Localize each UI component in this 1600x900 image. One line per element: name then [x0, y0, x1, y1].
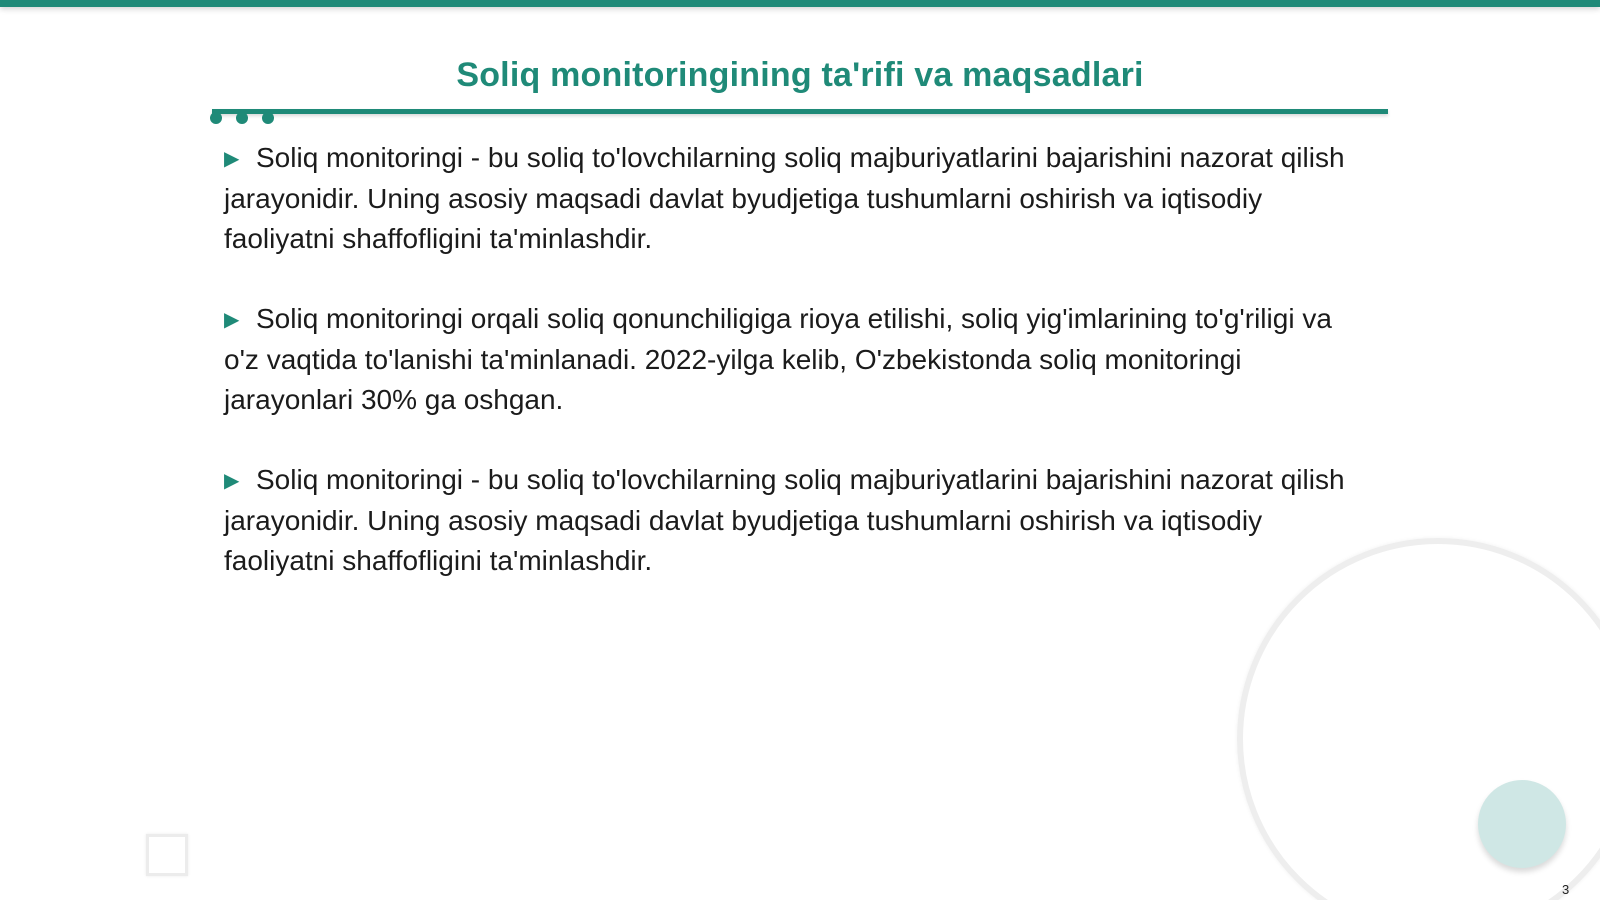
bullet-paragraph [224, 460, 1354, 581]
triangle-bullet-icon: ▶ [224, 470, 240, 492]
triangle-bullet-icon: ▶ [224, 148, 240, 170]
top-accent-bar [0, 0, 1600, 7]
bullet-text: Soliq monitoringi - bu soliq to'lovchilarning soliq majburiyatlarini bajarishini nazorat qilish jarayonidir. Uning asosiy maqsadi davlat byudjetiga tushumlarni oshirish va iqtisodiy faoliyatni shaffofligini ta'minlashdir. [224, 142, 1345, 254]
decorative-square [146, 834, 188, 876]
page-number: 3 [1562, 882, 1570, 897]
bullet-text: Soliq monitoringi - bu soliq to'lovchilarning soliq majburiyatlarini bajarishini nazorat qilish jarayonidir. Uning asosiy maqsadi davlat byudjetiga tushumlarni oshirish va iqtisodiy faoliyatni shaffofligini ta'minlashdir. [224, 464, 1345, 576]
bullet-paragraph [224, 299, 1354, 420]
triangle-bullet-icon: ▶ [224, 309, 240, 331]
bullet-paragraph [224, 138, 1354, 259]
slide-title: Soliq monitoringining ta'rifi va maqsadlari [456, 56, 1144, 94]
decorative-dot [1478, 780, 1566, 868]
rule-dot [262, 112, 274, 124]
title-underline [212, 109, 1388, 114]
rule-dot [236, 112, 248, 124]
bullet-text: Soliq monitoringi orqali soliq qonunchiligiga rioya etilishi, soliq yig'imlarining to'g'riligi va o'z vaqtida to'lanishi ta'minlanadi. 2022-yilga kelib, O'zbekistonda soliq monitoringi jarayonlari 30% ga oshgan. [224, 303, 1332, 415]
rule-dot [210, 112, 222, 124]
bullet-list [224, 138, 1354, 621]
